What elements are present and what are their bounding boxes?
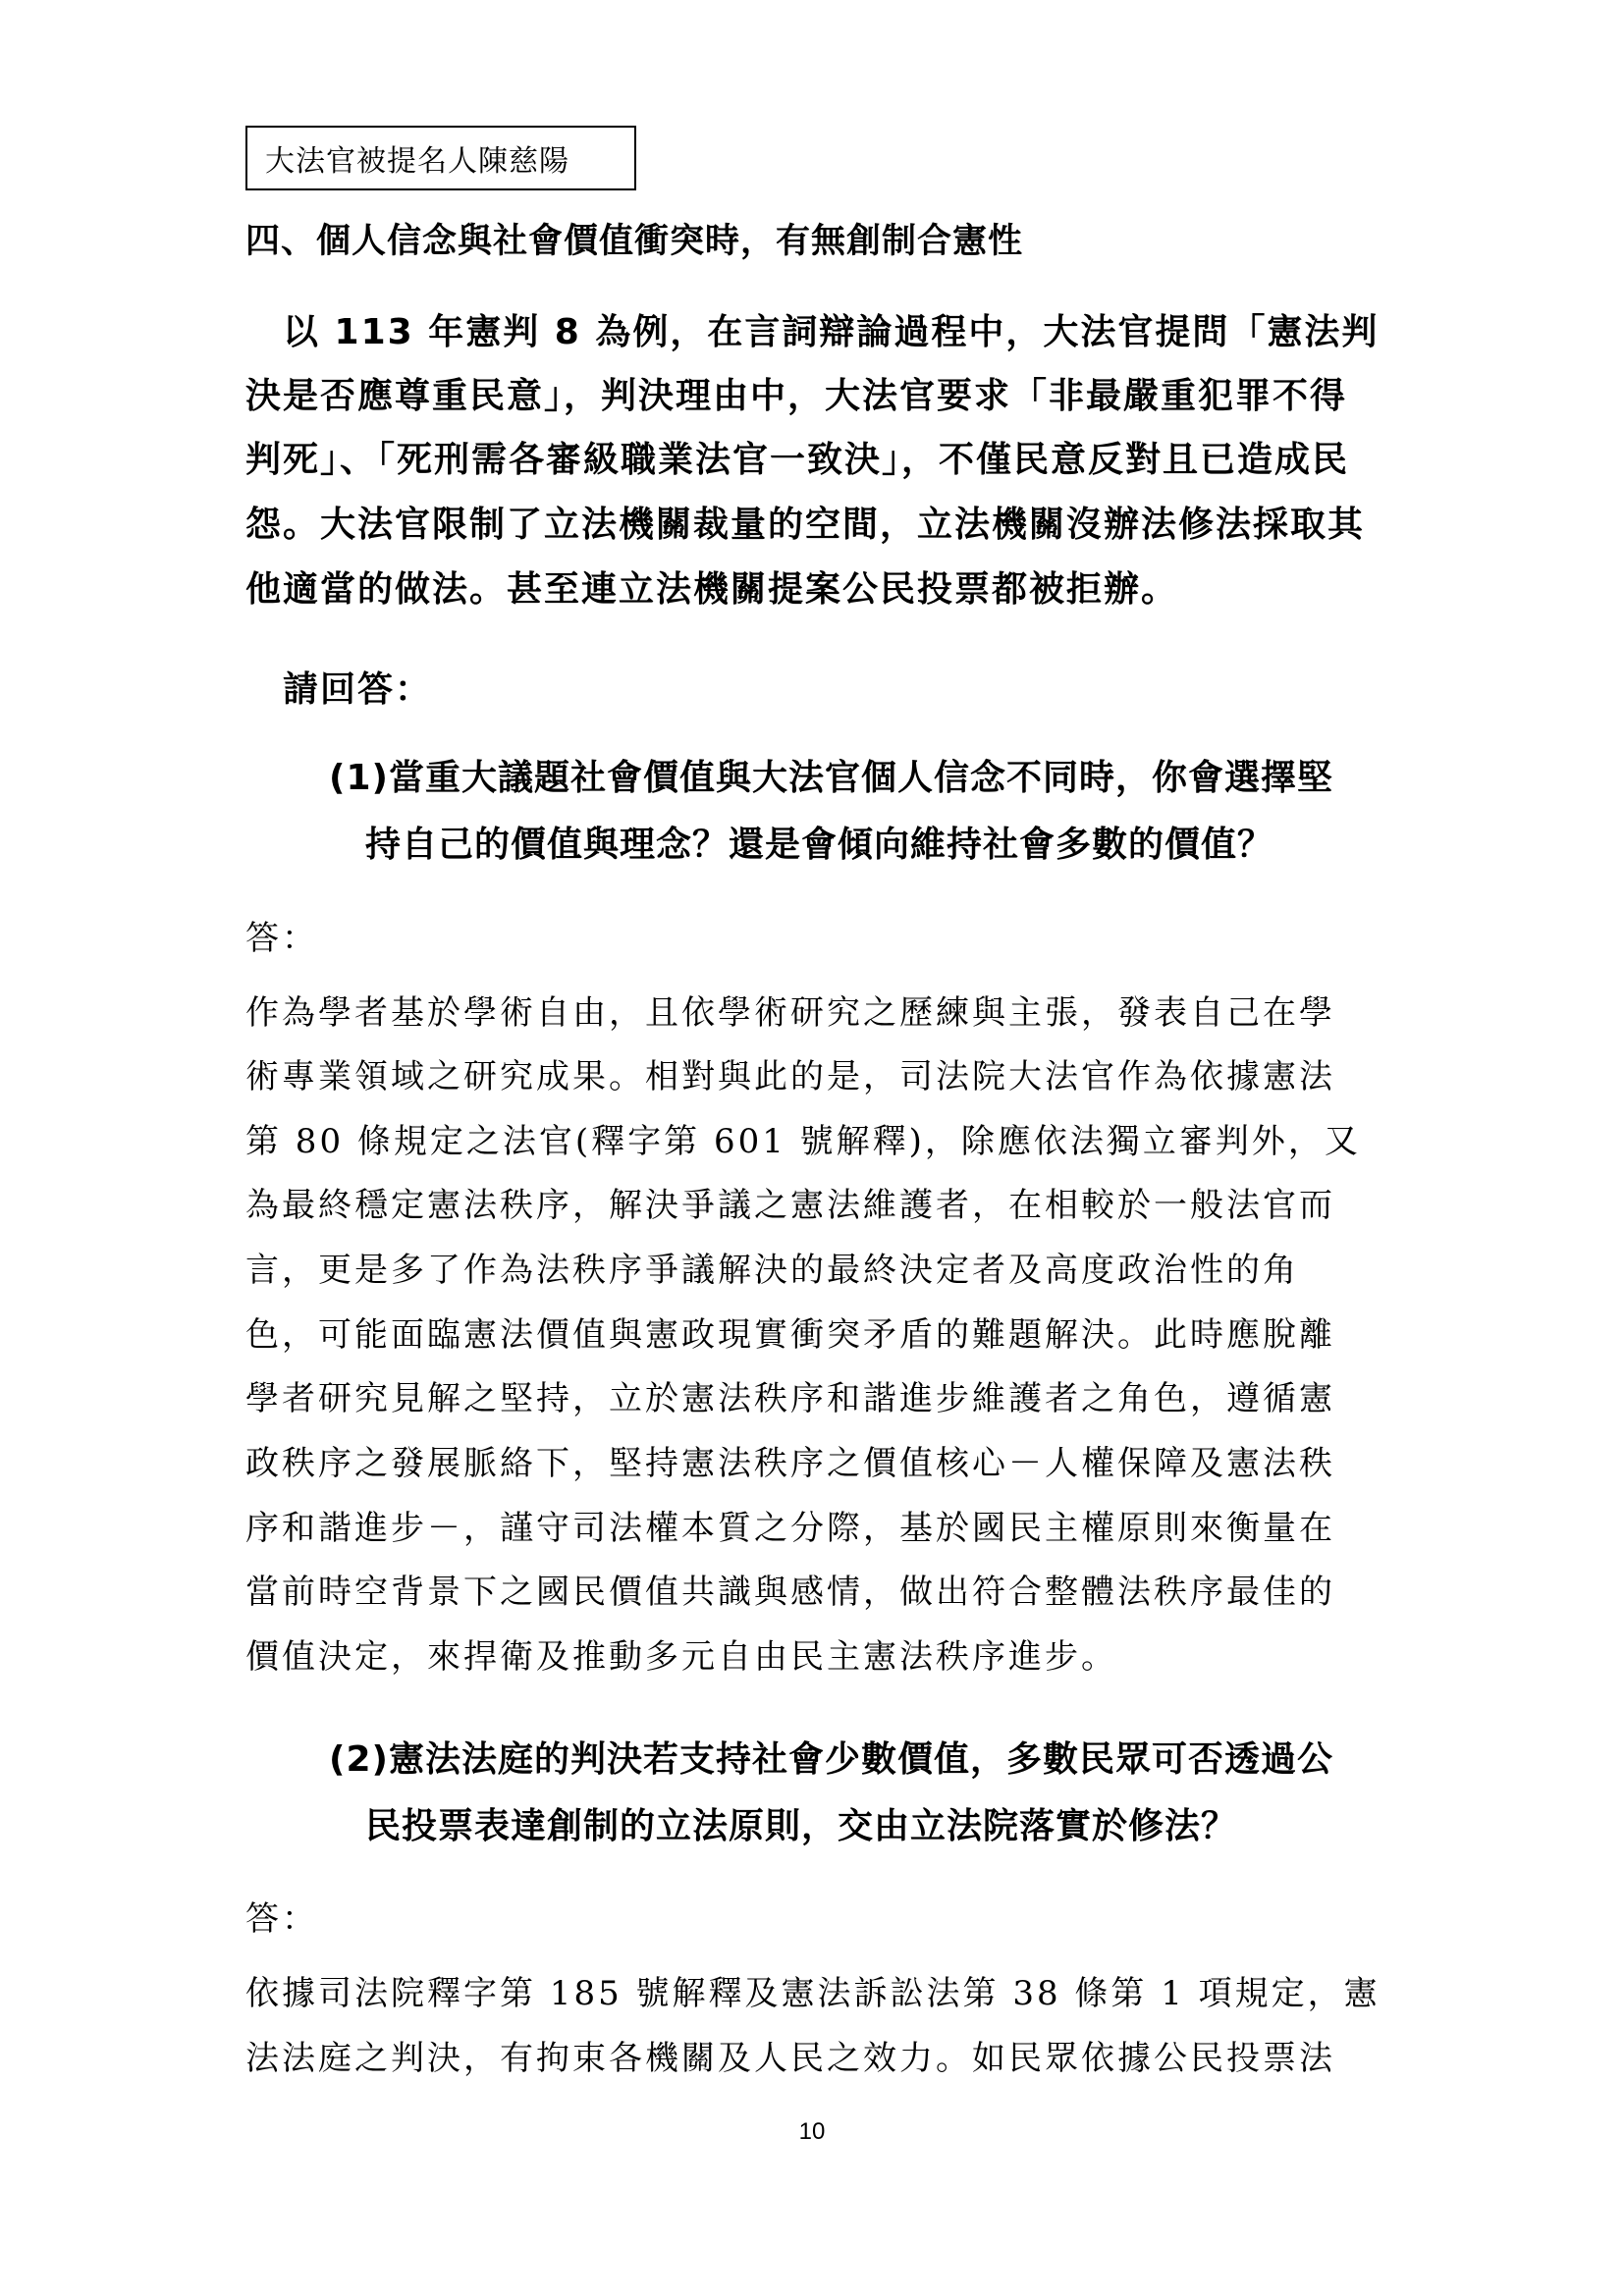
answer-line: 序和諧進步－，謹守司法權本質之分際，基於國民主權原則來衡量在 — [245, 1509, 1335, 1548]
question-2-line: (2)憲法法庭的判決若支持社會少數價值，多數民眾可否透過公 — [329, 1739, 1333, 1780]
answer-line: 政秩序之發展脈絡下，堅持憲法秩序之價值核心－人權保障及憲法秩 — [245, 1444, 1335, 1483]
intro-line: 決是否應尊重民意」，判決理由中，大法官要求「非最嚴重犯罪不得 — [245, 376, 1348, 416]
question-1-line: 持自己的價值與理念？還是會傾向維持社會多數的價值？ — [329, 825, 1274, 865]
prompt-line: 請回答： — [245, 669, 433, 710]
answer-label: 答： — [245, 1899, 318, 1939]
answer-line: 作為學者基於學術自由，且依學術研究之歷練與主張，發表自己在學 — [245, 993, 1335, 1033]
intro-line: 判死」、「死刑需各審級職業法官一致決」，不僅民意反對且已造成民 — [245, 440, 1350, 480]
intro-line: 怨。大法官限制了立法機關裁量的空間，立法機關沒辦法修法採取其 — [245, 505, 1366, 545]
answer-line: 依據司法院釋字第 185 號解釋及憲法訴訟法第 38 條第 1 項規定，憲 — [245, 1974, 1380, 2013]
answer-label: 答： — [245, 919, 318, 958]
answer-line: 價值決定，來捍衛及推動多元自由民主憲法秩序進步。 — [245, 1637, 1117, 1677]
answer-line: 言，更是多了作為法秩序爭議解決的最終決定者及高度政治性的角 — [245, 1251, 1299, 1290]
answer-line: 法法庭之判決，有拘束各機關及人民之效力。如民眾依據公民投票法 — [245, 2039, 1335, 2078]
page-number: 10 — [798, 2118, 826, 2145]
question-1-line: (1)當重大議題社會價值與大法官個人信念不同時，你會選擇堅 — [329, 758, 1333, 798]
section-heading: 四、個人信念與社會價值衝突時，有無創制合憲性 — [245, 222, 1024, 261]
answer-line: 術專業領域之研究成果。相對與此的是，司法院大法官作為依據憲法 — [245, 1057, 1335, 1096]
intro-line: 他適當的做法。甚至連立法機關提案公民投票都被拒辦。 — [245, 569, 1179, 610]
answer-line: 第 80 條規定之法官(釋字第 601 號解釋)，除應依法獨立審判外，又 — [245, 1122, 1361, 1161]
answer-line: 學者研究見解之堅持，立於憲法秩序和諧進步維護者之角色，遵循憲 — [245, 1379, 1335, 1418]
nominee-label: 大法官被提名人陳慈陽 — [265, 144, 569, 179]
intro-line: 以 113 年憲判 8 為例，在言詞辯論過程中，大法官提問「憲法判 — [245, 312, 1380, 352]
nominee-header-box — [245, 126, 636, 190]
answer-line: 色，可能面臨憲法價值與憲政現實衝突矛盾的難題解決。此時應脫離 — [245, 1315, 1335, 1355]
answer-line: 為最終穩定憲法秩序，解決爭議之憲法維護者，在相較於一般法官而 — [245, 1186, 1335, 1225]
question-2-line: 民投票表達創制的立法原則，交由立法院落實於修法？ — [329, 1806, 1238, 1846]
answer-line: 當前時空背景下之國民價值共識與感情，做出符合整體法秩序最佳的 — [245, 1573, 1335, 1612]
